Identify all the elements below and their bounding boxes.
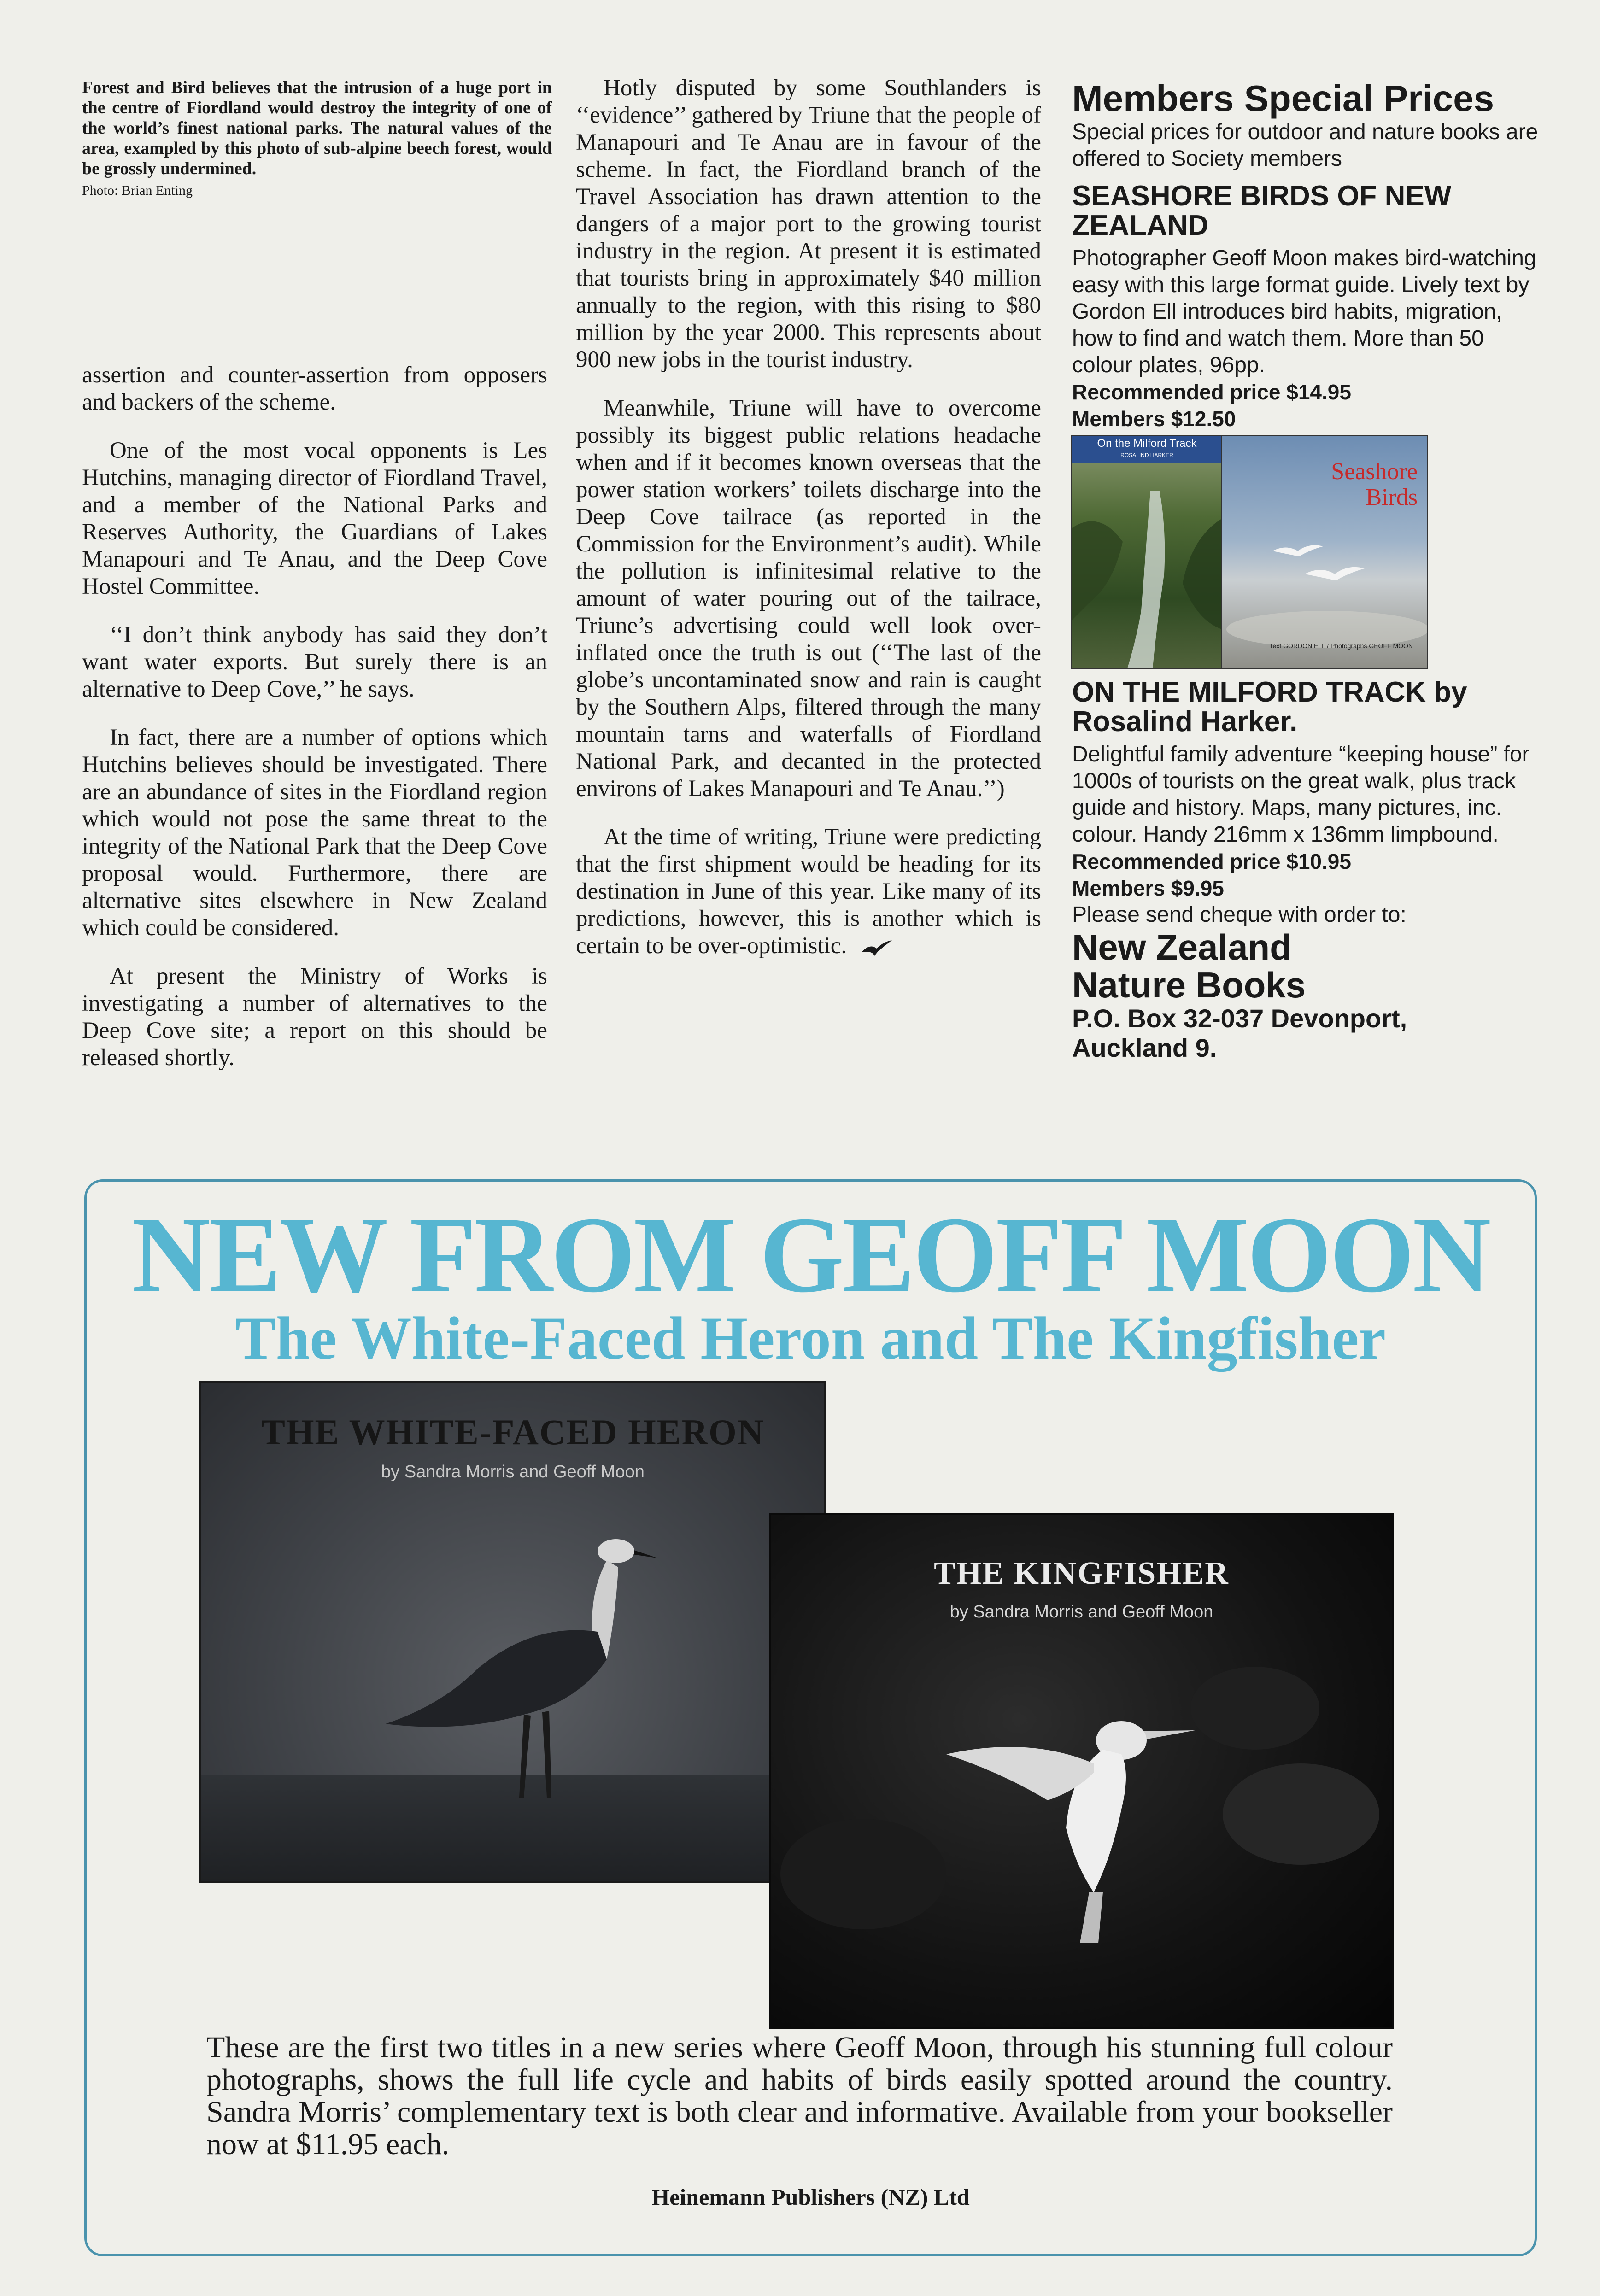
milford-cover-author: ROSALIND HARKER: [1120, 452, 1173, 458]
col1-paragraph-1: assertion and counter-assertion from opposers and backers of the scheme.: [82, 362, 547, 415]
address-line2: Auckland 9.: [1072, 1033, 1217, 1062]
book2-description: Delightful family adventure “keeping house” for 1000s of tourists on the great walk, plus track guide and history. Maps, many pictures, inc. colour. Handy 216mm x 136mm limpbound.: [1072, 742, 1530, 847]
ad-subheadline: The White-Faced Heron and The Kingfisher: [235, 1304, 1386, 1372]
photo-caption: [82, 77, 552, 201]
caption-text: Forest and Bird believes that the intrusion of a huge port in the centre of Fiordland would destroy the integrity of one of the world’s finest national parks. The natural values of the area, exampled by this photo of sub-alpine beech forest, would be grossly undermined.: [82, 78, 552, 178]
col1-paragraph-2: One of the most vocal opponents is Les Hutchins, managing director of Fiordland Travel, and a member of the National Parks and Reserves Authority, the Guardians of Lakes Manapouri and Te Anau, and the Deep Cove Hostel Committee.: [82, 438, 547, 599]
kingfisher-book-byline: by Sandra Morris and Geoff Moon: [949, 1602, 1213, 1622]
col2-paragraph-3-text: At the time of writing, Triune were predicting that the first shipment would be heading for its destination in June of this year. Like many of its predictions, however, this is another which is certain to be over-optimistic.: [576, 824, 1041, 959]
kingfisher-book-title: THE KINGFISHER: [934, 1556, 1229, 1591]
sidebar-title: Members Special Prices: [1072, 78, 1495, 119]
kingfisher-bird-illustration: [771, 1515, 1395, 2031]
heron-bird-illustration: [201, 1383, 828, 1885]
sidebar-intro: Special prices for outdoor and nature books are offered to Society members: [1072, 120, 1538, 171]
ad-body-text: These are the first two titles in a new series where Geoff Moon, through his stunning full colour photographs, shows the full life cycle and habits of birds easily spotted around the country. Sandra Morris’ complementary text is both clear and informative. Available from your bookseller now at $11.95 each.: [206, 2031, 1393, 2161]
book2-title: ON THE MILFORD TRACK by Rosalind Harker.: [1072, 676, 1467, 738]
book1-title: SEASHORE BIRDS OF NEW ZEALAND: [1072, 180, 1452, 241]
ad-publisher: Heinemann Publishers (NZ) Ltd: [651, 2184, 970, 2210]
book-covers-image: [1072, 436, 1427, 668]
col2-paragraph-3: [576, 824, 1041, 960]
kingfisher-book-cover: [769, 1513, 1394, 2029]
waterfall-illustration: [1072, 436, 1222, 668]
col2-paragraph-1: Hotly disputed by some Southlanders is ‘‘evidence’’ gathered by Triune that the people of Manapouri and Te Anau are in favour of the scheme. In fact, the Fiordland branch of the Travel Association has drawn attention to the dangers of a major port to the growing tourist industry in the region. At present it is estimated that tourists bring in approximately $40 million annually to the region, with this rising to $80 million by the year 2000. This represents about 900 new jobs in the tourist industry.: [576, 75, 1041, 373]
book1-member-price: Members $12.50: [1072, 407, 1236, 431]
article-column-1: [82, 362, 547, 1093]
order-note: Please send cheque with order to:: [1072, 902, 1407, 927]
book1-recommended-price: Recommended price $14.95: [1072, 380, 1351, 404]
white-faced-heron-book-cover: [199, 1381, 826, 1883]
col1-paragraph-3: ‘‘I don’t think anybody has said they don’t want water exports. But surely there is an alternative to Deep Cove,’’ he says.: [82, 622, 547, 702]
photo-credit: Photo: Brian Enting: [82, 183, 193, 198]
book1-description: Photographer Geoff Moon makes bird-watching easy with this large format guide. Lively text by Gordon Ell introduces bird habits, migration, how to find and watch them. More than 50 colour plates, 96pp.: [1072, 246, 1536, 377]
seashore-cover-title: Seashore Birds: [1331, 458, 1418, 510]
col1-paragraph-5: At present the Ministry of Works is investigating a number of alternatives to the Deep Cove site; a report on this should be released shortly.: [82, 963, 547, 1071]
bird-end-mark-icon: [861, 938, 893, 957]
seashore-cover-credit: Text GORDON ELL / Photographs GEOFF MOON: [1269, 642, 1413, 650]
milford-track-cover: [1072, 436, 1222, 668]
publisher-name-line2: Nature Books: [1072, 965, 1306, 1005]
book2-recommended-price: Recommended price $10.95: [1072, 849, 1351, 873]
ad-headline: NEW FROM GEOFF MOON: [132, 1195, 1489, 1315]
col1-paragraph-4: In fact, there are a number of options which Hutchins believes should be investigated. There are an abundance of sites in the Fiordland region which would not pose the same threat to the integrity of the National Park that the Deep Cove proposal would. Furthermore, there are alternative sites elsewhere in New Zealand which could be considered.: [82, 725, 547, 941]
book2-member-price: Members $9.95: [1072, 876, 1224, 900]
members-special-prices-sidebar: [1072, 78, 1542, 1063]
col2-paragraph-2: Meanwhile, Triune will have to overcome possibly its biggest public relations headache when and if it becomes known overseas that the power station workers’ toilets discharge into the Deep Cove tailrace (as reported in the Commission for the Environment’s audit). While the pollution is infinitesimal relative to the amount of water pouring out of the tailrace, Triune’s advertising could well look over-inflated once the truth is out (‘‘The last of the globe’s uncontaminated snow and rain is caught by the Southern Alps, filtered through the many mountain tarns and waterfalls of Fiordland National Park, and decanted in the protected environs of Lakes Manapouri and Te Anau.’’): [576, 395, 1041, 802]
heron-book-byline: by Sandra Morris and Geoff Moon: [381, 1462, 645, 1482]
milford-cover-title: On the Milford Track: [1097, 437, 1197, 450]
heron-book-title: THE WHITE-FACED HERON: [261, 1412, 765, 1452]
seabirds-illustration: [1222, 436, 1427, 668]
seashore-birds-cover: [1222, 436, 1427, 668]
publisher-name-line1: New Zealand: [1072, 927, 1292, 967]
article-column-2: [576, 75, 1041, 981]
address-line1: P.O. Box 32-037 Devonport,: [1072, 1004, 1407, 1033]
